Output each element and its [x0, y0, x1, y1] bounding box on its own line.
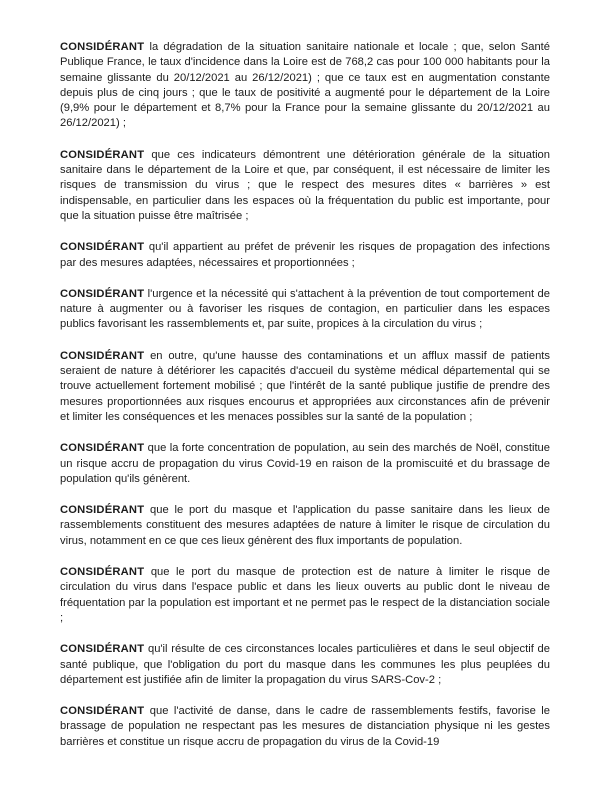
paragraph-keyword: CONSIDÉRANT [60, 41, 145, 53]
paragraph-text: que la forte concentration de population, au sein des marchés de Noël, constitue un risque accru de propagation du virus Covid-19 en raison de la promiscuité et du brassage de population qu'ils génèrent. [60, 442, 550, 485]
paragraph-keyword: CONSIDÉRANT [60, 705, 145, 718]
document-page [60, 40, 550, 766]
paragraph-text: que l'activité de danse, dans le cadre de rassemblements festifs, favorise le brassage de population ne respectant pas les mesures de distanciation physique ni les gestes barrières et constitue un risque accru de propagation du virus de la Covid-19 [60, 705, 550, 748]
paragraph-keyword: CONSIDÉRANT [60, 241, 145, 254]
paragraph-keyword: CONSIDÉRANT [60, 566, 145, 579]
paragraph-text: en outre, qu'une hausse des contaminations et un afflux massif de patients seraient de nature à détériorer les capacités d'accueil du système médical départemental qui se trouve actuellement fortement mobilisé ; que l'intérêt de la santé publique justifie de prendre des mesures proportionnées aux risques encourus et appropriées aux circonstances afin de prévenir et limiter les conséquences et les menaces possibles sur la santé de la population ; [60, 349, 550, 423]
paragraph-keyword: CONSIDÉRANT [60, 643, 145, 656]
paragraph-keyword: CONSIDÉRANT [60, 442, 145, 455]
paragraph-keyword: CONSIDÉRANT [60, 148, 145, 161]
paragraph-keyword: CONSIDÉRANT [60, 504, 145, 517]
paragraph-keyword: CONSIDÉRANT [60, 287, 145, 300]
considerant-paragraph-1 [60, 40, 550, 132]
paragraph-text: que le port du masque de protection est de nature à limiter le risque de circulation du virus dans l'espace public et dans les lieux ouverts au public dont le niveau de fréquentation par la population est important et ne permet pas le respect de la distanciation sociale ; [60, 566, 550, 624]
considerant-paragraph-9 [60, 642, 550, 688]
considerant-paragraph-2 [60, 148, 550, 224]
paragraph-text: que ces indicateurs démontrent une détérioration générale de la situation sanitaire dans le département de la Loire et que, par conséquent, il est nécessaire de limiter les risques de transmission du virus ; que le respect des mesures dites « barrières » est indispensable, en particulier dans les espaces où la fréquentation du public est importante, pour que la situation puisse être maîtrisée ; [60, 148, 550, 222]
considerant-paragraph-7 [60, 503, 550, 549]
paragraph-text: l'urgence et la nécessité qui s'attachent à la prévention de tout comportement de nature à augmenter ou à favoriser les risques de contagion, en particulier dans les espaces publics favorisant les rassemblements et, par suite, propices à la circulation du virus ; [60, 287, 550, 331]
considerant-paragraph-10 [60, 704, 550, 750]
paragraph-text: qu'il résulte de ces circonstances locales particulières et dans le seul objectif de santé publique, que l'obligation du port du masque dans les communes les plus peuplées du département est justifiée afin de limiter la propagation du virus SARS-Cov-2 ; [60, 643, 550, 686]
considerant-paragraph-8 [60, 565, 550, 626]
considerant-paragraph-5 [60, 349, 550, 425]
considerant-paragraph-4 [60, 287, 550, 333]
paragraph-text: la dégradation de la situation sanitaire nationale et locale ; que, selon Santé Publique France, le taux d'incidence dans la Loire est de 768,2 cas pour 100 000 habitants pour la semaine glissante du 20/12/2021 au 26/12/2021) ; que ce taux est en augmentation constante depuis plus de cinq jours ; que le taux de positivité a augmenté pour le département de la Loire (9,9% pour le département et 8,7% pour la France pour la semaine glissante du 20/12/2021 au 26/12/2021) ; [60, 41, 550, 130]
considerant-paragraph-6 [60, 441, 550, 487]
paragraph-keyword: CONSIDÉRANT [60, 349, 145, 362]
paragraph-text: qu'il appartient au préfet de prévenir les risques de propagation des infections par des mesures adaptées, nécessaires et proportionnées ; [60, 241, 550, 269]
considerant-paragraph-3 [60, 240, 550, 271]
paragraph-text: que le port du masque et l'application du passe sanitaire dans les lieux de rassemblements constituent des mesures adaptées de nature à limiter le risque de circulation du virus, notamment en ce que ces lieux génèrent des flux importants de population. [60, 504, 550, 547]
